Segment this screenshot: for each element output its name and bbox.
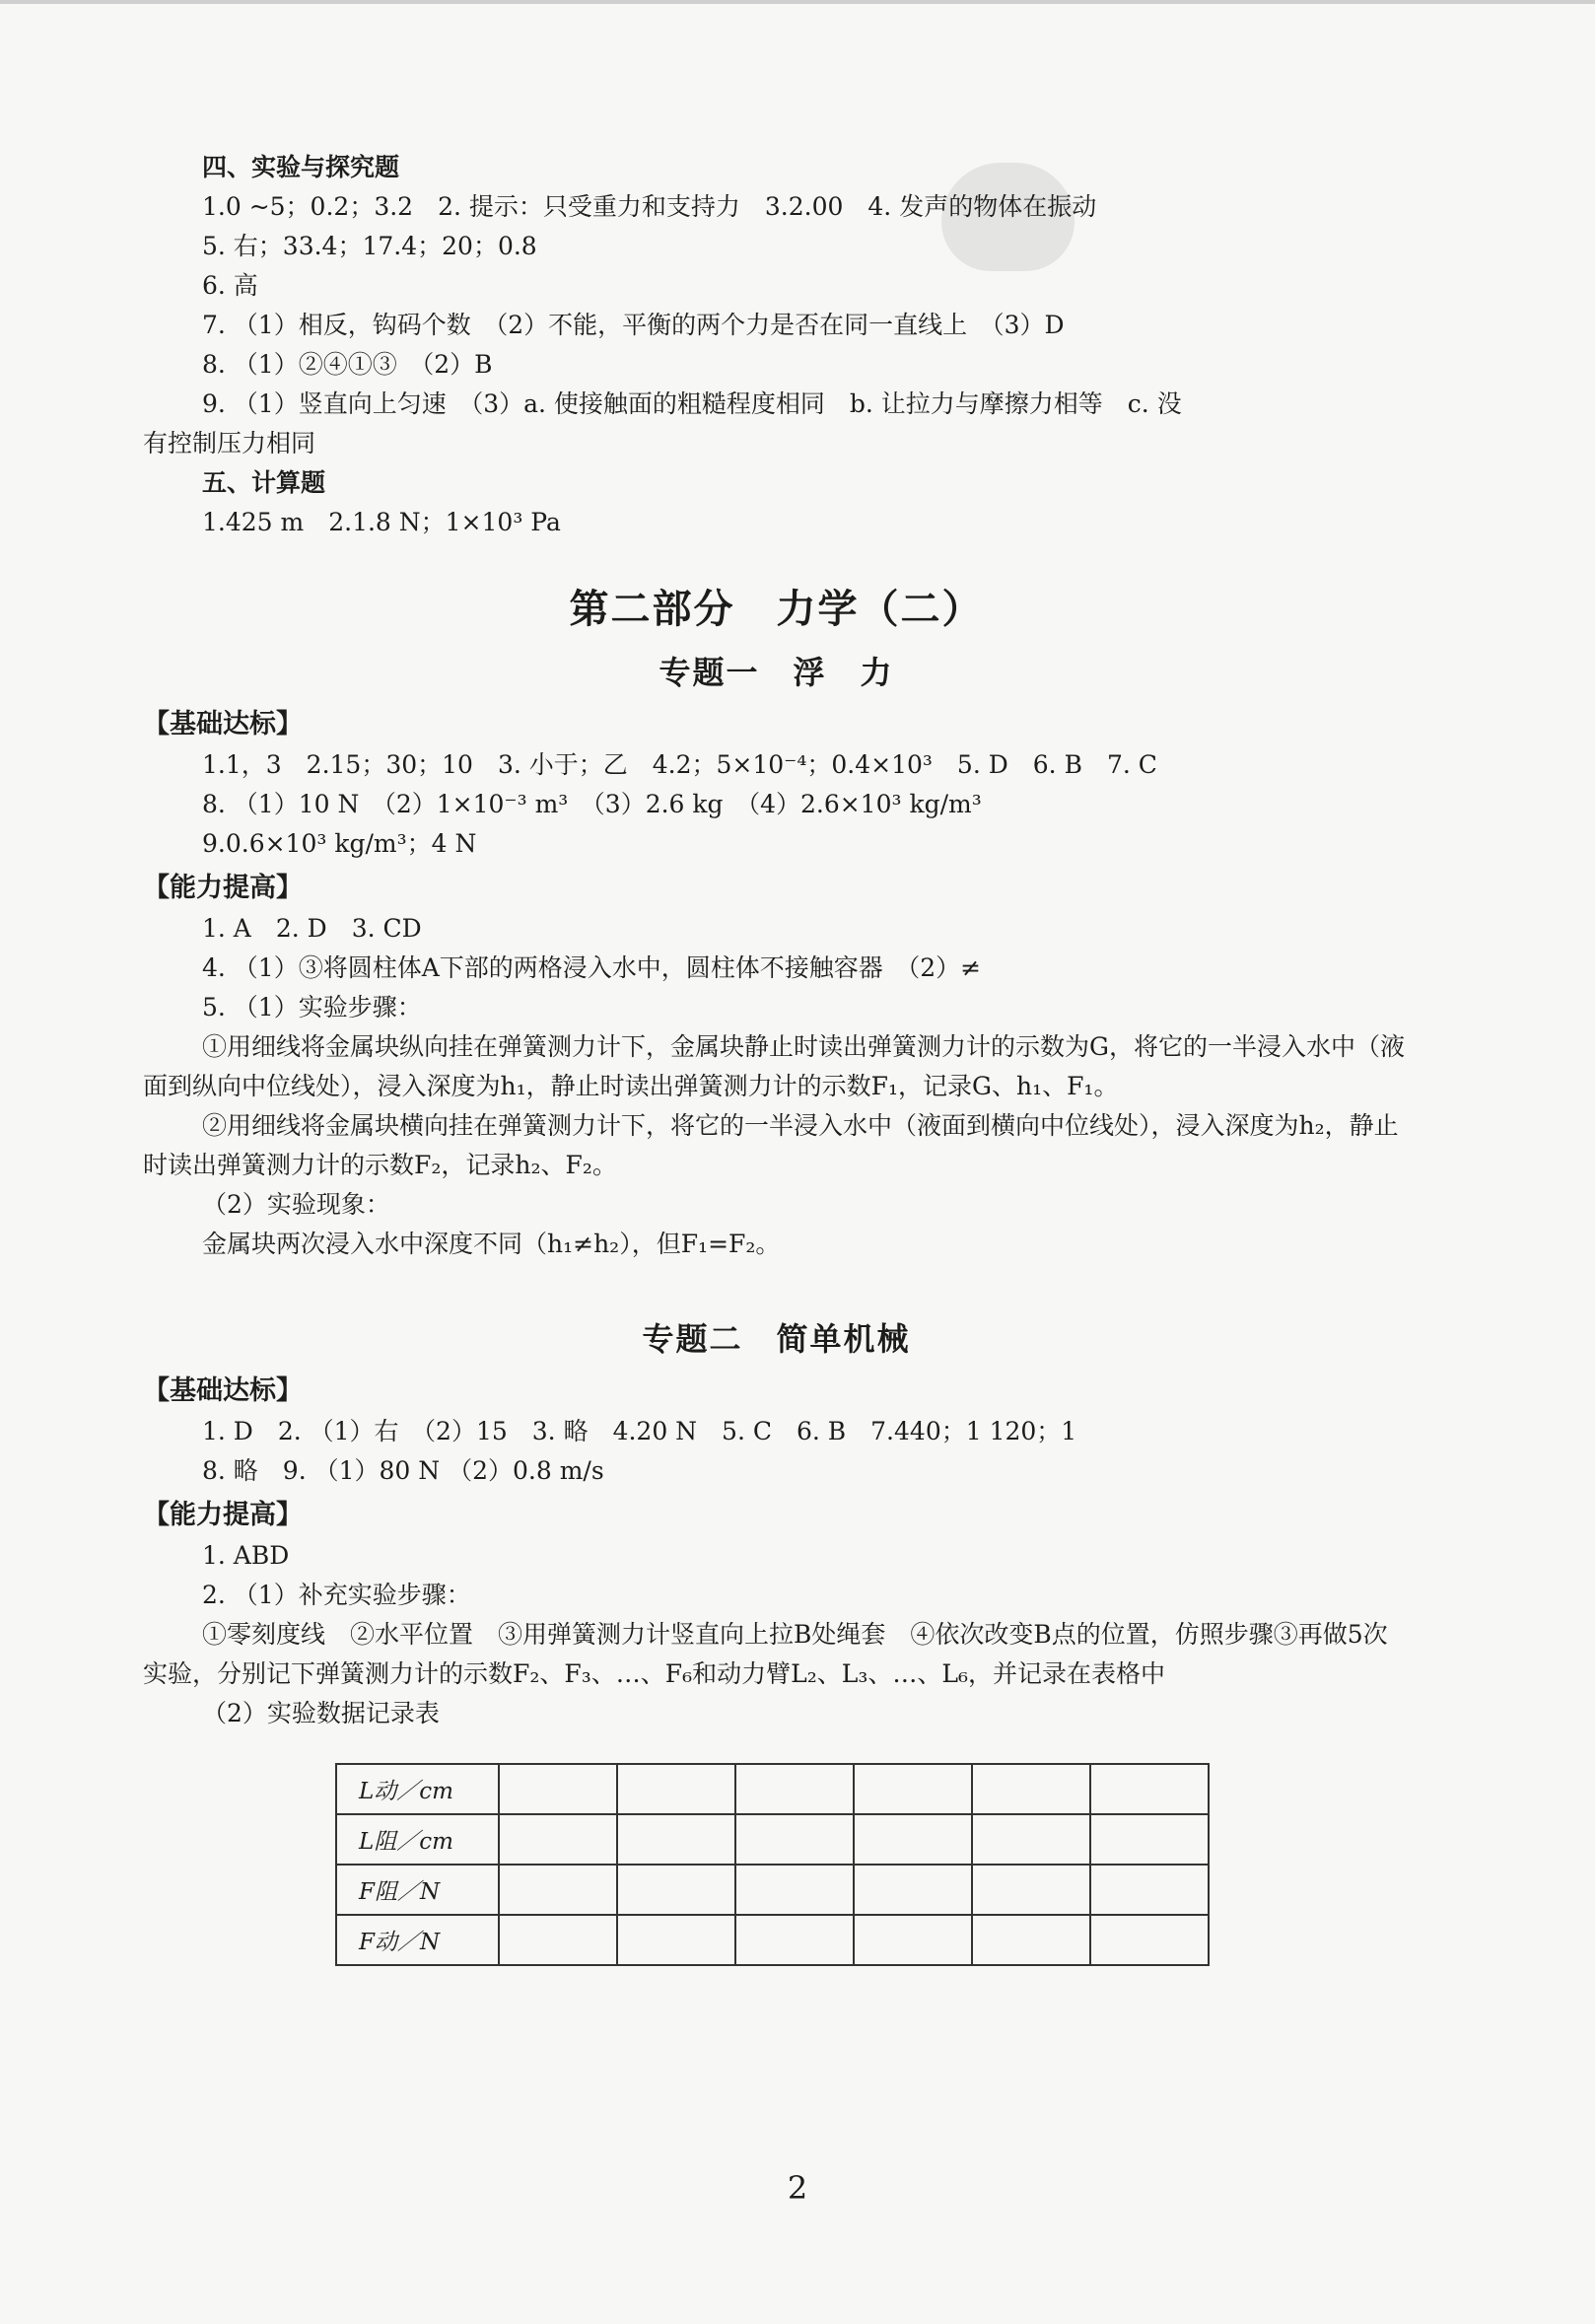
page-number: 2 [787,2169,808,2207]
topic-title-buoyancy: 专题一 浮 力 [659,654,894,691]
answer-line: 8. 略 9. （1）80 N （2）0.8 m/s [202,1456,604,1485]
answer-line: 1. A 2. D 3. CD [202,914,422,943]
table-row [336,1764,1209,1814]
section-heading-calculation: 五、计算题 [202,468,326,497]
answer-line: 5. （1）实验步骤： [202,993,422,1021]
data-record-table [335,1763,1210,1966]
answer-line: 6. 高 [202,271,258,300]
answer-paragraph: ①用细线将金属块纵向挂在弹簧测力计下，金属块静止时读出弹簧测力计的示数为G，将它的一半浸入水中（液面到纵向中位线处），浸入深度为h₁，静止时读出弹簧测力计的示数F₁，记录G、h₁、F₁。 [143,1032,1405,1100]
answer-line: 1.0 ~5；0.2；3.2 2. 提示：只受重力和支持力 3.2.00 4. 发声的物体在振动 [202,192,1097,221]
answer-paragraph: ①零刻度线 ②水平位置 ③用弹簧测力计竖直向上拉B处绳套 ④依次改变B点的位置，仿照步骤③再做5次实验，分别记下弹簧测力计的示数F₂、F₃、…、F₆和动力臂L₂、L₃、…、L₆，并记录在表格中 [143,1620,1388,1688]
top-border [0,0,1595,4]
answer-paragraph: ②用细线将金属块横向挂在弹簧测力计下，将它的一半浸入水中（液面到横向中位线处），浸入深度为h₂，静止时读出弹簧测力计的示数F₂，记录h₂、F₂。 [143,1111,1399,1179]
basic-tag: 【基础达标】 [143,709,303,739]
answer-line: 金属块两次浸入水中深度不同（h₁≠h₂），但F₁=F₂。 [202,1230,781,1258]
table-row [336,1814,1209,1865]
answer-line: 有控制压力相同 [143,429,316,458]
table-row [336,1865,1209,1915]
topic-title-simple-machines: 专题二 简单机械 [642,1320,911,1358]
answer-line: 9.0.6×10³ kg/m³；4 N [202,829,477,858]
answer-line: 8. （1）10 N （2）1×10⁻³ m³ （3）2.6 kg （4）2.6×10³ kg/m³ [202,790,982,818]
answer-line: 4. （1）③将圆柱体A下部的两格浸入水中，圆柱体不接触容器 （2）≠ [202,953,982,982]
answer-line: 1.1，3 2.15；30；10 3. 小于；乙 4.2；5×10⁻⁴；0.4×10³ 5. D 6. B 7. C [202,750,1157,779]
part-title: 第二部分 力学（二） [569,587,984,632]
answer-line: 8. （1）②④①③ （2）B [202,350,493,379]
row-header: F阻／N [336,1865,499,1915]
table-row [336,1915,1209,1965]
row-header: L阻／cm [336,1814,499,1865]
basic-tag: 【基础达标】 [143,1375,303,1406]
section-heading-experiment: 四、实验与探究题 [202,153,400,181]
answer-line: 9. （1）竖直向上匀速 （3）a. 使接触面的粗糙程度相同 b. 让拉力与摩擦力相等 c. 没 [202,389,1182,418]
answer-line: （2）实验现象： [202,1190,390,1219]
answer-line: （2）实验数据记录表 [202,1699,440,1727]
row-header: F动／N [336,1915,499,1965]
answer-line: 1.425 m 2.1.8 N；1×10³ Pa [202,508,561,536]
answer-page [143,148,1410,1966]
answer-line: 5. 右；33.4；17.4；20；0.8 [202,232,537,260]
answer-line: 7. （1）相反，钩码个数 （2）不能，平衡的两个力是否在同一直线上 （3）D [202,311,1065,339]
advanced-tag: 【能力提高】 [143,1500,303,1530]
row-header: L动／cm [336,1764,499,1814]
answer-line: 2. （1）补充实验步骤： [202,1581,471,1609]
answer-line: 1. ABD [202,1541,290,1570]
advanced-tag: 【能力提高】 [143,873,303,903]
answer-line: 1. D 2. （1）右 （2）15 3. 略 4.20 N 5. C 6. B 7.440；1 120；1 [202,1417,1077,1445]
